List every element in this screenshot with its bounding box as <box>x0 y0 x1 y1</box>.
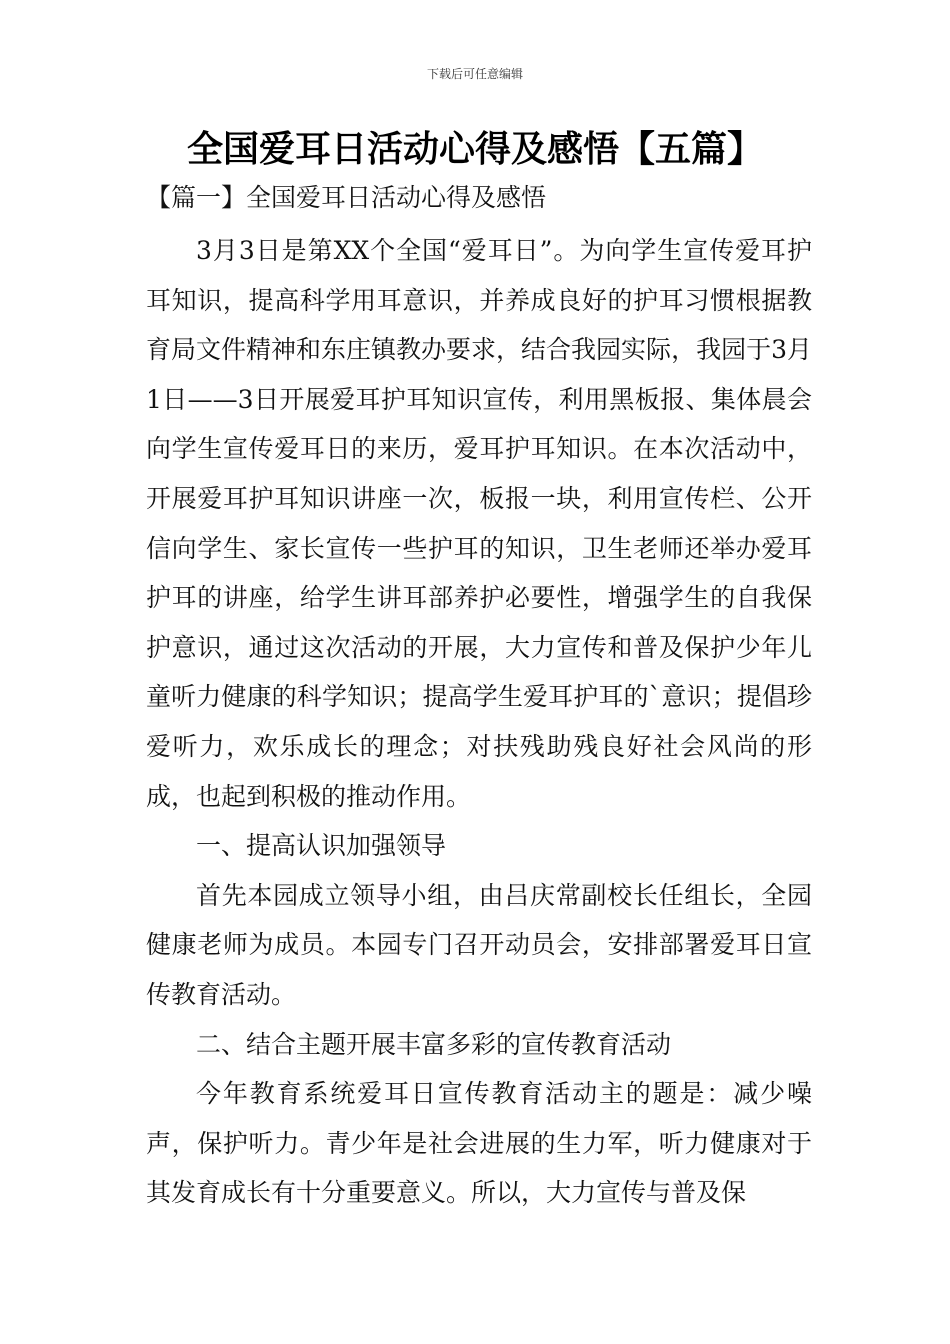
paragraph: 今年教育系统爱耳日宣传教育活动主的题是：减少噪声，保护听力。青少年是社会进展的生力军，听力健康对于其发育成长有十分重要意义。所以，大力宣传与普及保 <box>146 1079 812 1208</box>
paragraph: 3月3日是第XX个全国“爱耳日”。为向学生宣传爱耳护耳知识，提高科学用耳意识，并养成良好的护耳习惯根据教育局文件精神和东庄镇教办要求，结合我园实际，我园于3月1日——3日开展爱耳护耳知识宣传，利用黑板报、集体晨会向学生宣传爱耳日的来历，爱耳护耳知识。在本次活动中，开展爱耳护耳知识讲座一次，板报一块，利用宣传栏、公开信向学生、家长宣传一些护耳的知识，卫生老师还举办爱耳护耳的讲座，给学生讲耳部养护必要性，增强学生的自我保护意识，通过这次活动的开展，大力宣传和普及保护少年儿童听力健康的科学知识；提高学生爱耳护耳的`意识；提倡珍爱听力，欢乐成长的理念；对扶残助残良好社会风尚的形成，也起到积极的推动作用。 <box>146 236 812 811</box>
subheading: 二、结合主题开展丰富多彩的宣传教育活动 <box>196 1029 672 1059</box>
body-text <box>146 226 812 1218</box>
section-heading: 【篇一】全国爱耳日活动心得及感悟 <box>146 183 547 212</box>
paragraph: 首先本园成立领导小组，由吕庆常副校长任组长，全园健康老师为成员。本园专门召开动员会，安排部署爱耳日宣传教育活动。 <box>146 880 812 1009</box>
header-note: 下载后可任意编辑 <box>426 67 523 81</box>
document-title: 全国爱耳日活动心得及感悟【五篇】 <box>186 129 763 170</box>
subheading: 一、提高认识加强领导 <box>196 831 447 861</box>
